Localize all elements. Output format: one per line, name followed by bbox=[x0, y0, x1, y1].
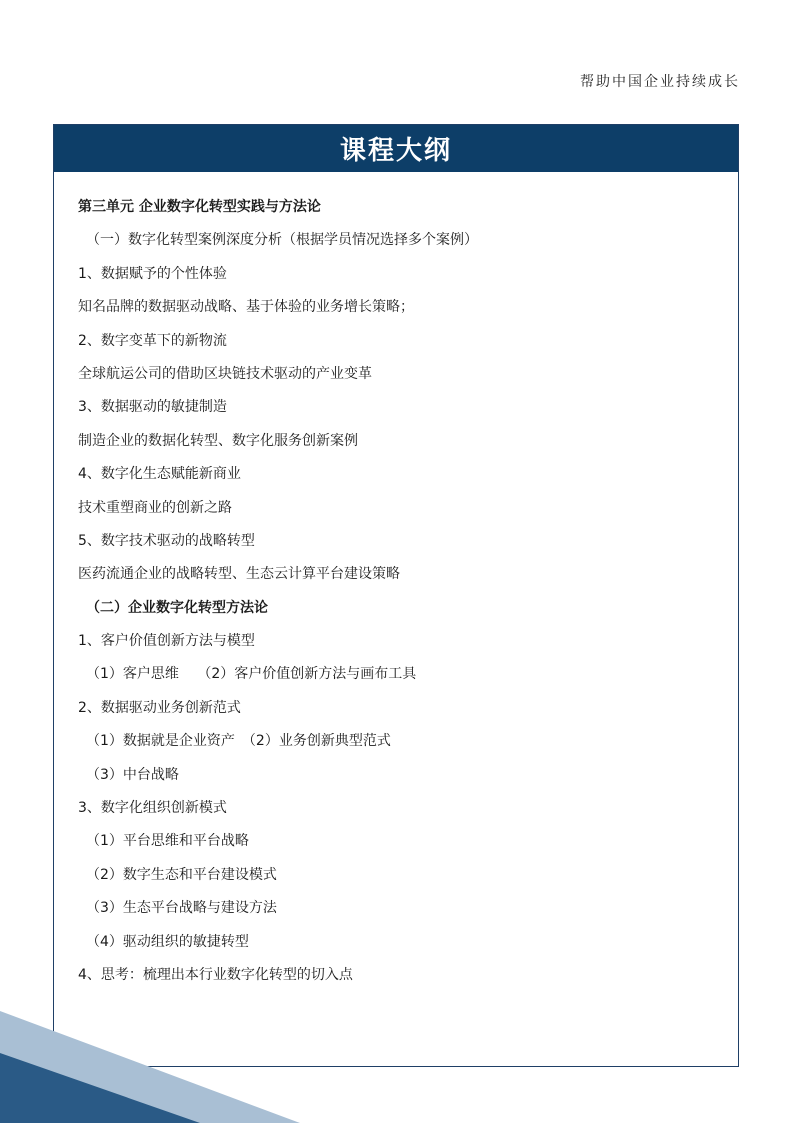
outline-title: 课程大纲 bbox=[339, 136, 452, 166]
outline-item: 3、数据驱动的敏捷制造 bbox=[78, 399, 227, 416]
outline-description: 技术重塑商业的创新之路 bbox=[78, 499, 232, 516]
outline-subitem: （2）数字生态和平台建设模式 bbox=[86, 866, 277, 883]
outline-item: 4、思考：梳理出本行业数字化转型的切入点 bbox=[78, 966, 353, 983]
outline-description: 知名品牌的数据驱动战略、基于体验的业务增长策略； bbox=[78, 299, 414, 316]
outline-description: 制造企业的数据化转型、数字化服务创新案例 bbox=[78, 432, 358, 449]
outline-panel bbox=[53, 124, 739, 1067]
outline-description: 医药流通企业的战略转型、生态云计算平台建设策略 bbox=[78, 566, 400, 583]
outline-subitem: （3）中台战略 bbox=[86, 766, 179, 783]
outline-content bbox=[78, 197, 718, 998]
outline-subitem: （1）平台思维和平台战略 bbox=[86, 833, 249, 850]
outline-header bbox=[54, 125, 738, 172]
outline-subitem: （1）客户思维 （2）客户价值创新方法与画布工具 bbox=[86, 666, 417, 683]
outline-subitem: （1）数据就是企业资产 （2）业务创新典型范式 bbox=[86, 733, 391, 750]
outline-description: 全球航运公司的借助区块链技术驱动的产业变革 bbox=[78, 365, 372, 382]
unit-heading: 第三单元 企业数字化转型实践与方法论 bbox=[78, 199, 321, 215]
outline-item: 2、数字变革下的新物流 bbox=[78, 332, 227, 349]
section-heading: （一）数字化转型案例深度分析（根据学员情况选择多个案例） bbox=[86, 232, 478, 249]
section-heading: （二）企业数字化转型方法论 bbox=[86, 599, 268, 616]
corner-decoration bbox=[0, 1003, 320, 1123]
outline-subitem: （4）驱动组织的敏捷转型 bbox=[86, 933, 249, 950]
outline-subitem: （3）生态平台战略与建设方法 bbox=[86, 900, 277, 917]
outline-item: 4、数字化生态赋能新商业 bbox=[78, 466, 241, 483]
outline-item: 5、数字技术驱动的战略转型 bbox=[78, 532, 255, 549]
outline-item: 3、数字化组织创新模式 bbox=[78, 800, 227, 817]
tagline: 帮助中国企业持续成长 bbox=[580, 74, 740, 90]
outline-item: 1、数据赋予的个性体验 bbox=[78, 265, 227, 282]
outline-item: 2、数据驱动业务创新范式 bbox=[78, 699, 241, 716]
outline-item: 1、客户价值创新方法与模型 bbox=[78, 633, 255, 650]
